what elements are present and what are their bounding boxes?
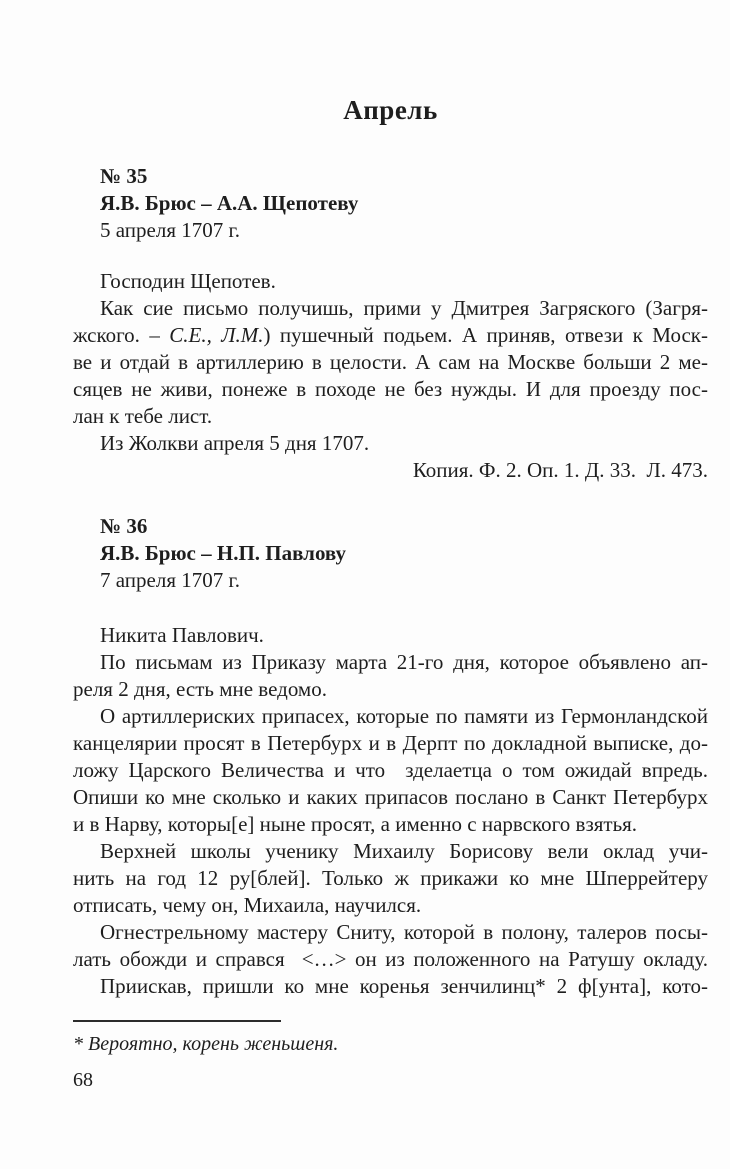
text-run: жского. – (73, 323, 170, 347)
text-line (73, 946, 708, 973)
text-run: ) пушечный подьем. А приняв, отвези к Моск- (263, 323, 708, 347)
letter (73, 513, 708, 1000)
text-run: нить на год 12 ру[блей]. Только ж прикажи ко мне Шперрейтеру (73, 866, 708, 890)
text-run: ве и отдай в артиллерию в целости. А сам на Москве больши 2 ме- (73, 350, 708, 374)
letter-number: № 35 (100, 164, 148, 188)
footnote-text: * Вероятно, корень женьшеня. (73, 1033, 339, 1055)
page-number: 68 (73, 1069, 93, 1091)
text-line (73, 919, 708, 946)
text-line (73, 649, 708, 676)
text-line (73, 322, 708, 349)
text-line (73, 622, 708, 649)
text-run: реля 2 дня, есть мне ведомо. (73, 677, 327, 701)
letter-body (73, 622, 708, 1000)
letter-heading: Я.В. Брюс – А.А. Щепотеву (100, 191, 359, 215)
letter-heading: Я.В. Брюс – Н.П. Павлову (100, 541, 347, 565)
section-title: Апрель (343, 95, 438, 125)
letter-header (73, 163, 708, 244)
text-run: лать обожди и справся <…> он из положенного на Ратушу окладу. (73, 947, 708, 971)
text-run: отписать, чему он, Михаила, научился. (73, 893, 422, 917)
archive-ref (73, 457, 708, 484)
text-run: Копия. Ф. 2. Оп. 1. Д. 33. Л. 473. (412, 458, 708, 482)
text-run: канцелярии просят в Петербурх и в Дерпт по докладной выписке, до- (73, 731, 708, 755)
text-line (73, 430, 708, 457)
text-line (73, 757, 708, 784)
text-run: Огнестрельному мастеру Сниту, которой в полону, талеров посы- (100, 920, 708, 944)
text-run: и в Нарву, которы[е] ныне просят, а именно с нарвского взятья. (73, 812, 638, 836)
text-run: По письмам из Приказу марта 21-го дня, которое объявлено ап- (100, 650, 708, 674)
letters-container (73, 163, 708, 1000)
letter-date: 7 апреля 1707 г. (100, 568, 240, 592)
text-run: Господин Щепотев. (100, 269, 276, 293)
text-run: Никита Павлович. (100, 623, 264, 647)
letter-body (73, 268, 708, 484)
text-line (73, 865, 708, 892)
text-line (73, 268, 708, 295)
text-run: ложу Царского Величества и что зделаетца о том ожидай впредь. (73, 758, 708, 782)
text-line (73, 349, 708, 376)
text-line (73, 892, 708, 919)
letter-number: № 36 (100, 514, 148, 538)
text-run: Из Жолкви апреля 5 дня 1707. (100, 431, 370, 455)
text-block (73, 0, 708, 1093)
letter-date: 5 апреля 1707 г. (100, 218, 240, 242)
letter-header (73, 513, 708, 594)
text-line (73, 703, 708, 730)
text-line (73, 403, 708, 430)
text-run: Как сие письмо получишь, прими у Дмитрея Загряского (Загря- (100, 296, 708, 320)
editor-initials: С.Е., Л.М. (169, 323, 264, 347)
text-run: О артиллериских припасех, которые по памяти из Гермонландской (100, 704, 708, 728)
text-run: Приискав, пришли ко мне коренья зенчилинц* 2 ф[унта], кото- (100, 974, 708, 998)
text-line (73, 376, 708, 403)
text-line (73, 838, 708, 865)
text-line (73, 811, 708, 838)
text-run: лан к тебе лист. (73, 404, 213, 428)
text-line (73, 730, 708, 757)
footnote-rule (73, 1020, 281, 1022)
text-run: Верхней школы ученику Михаилу Борисову вели оклад учи- (100, 839, 708, 863)
text-line (73, 295, 708, 322)
text-line (73, 784, 708, 811)
text-run: Опиши ко мне сколько и каких припасов послано в Санкт Петербурх (73, 785, 708, 809)
text-line (73, 676, 708, 703)
text-line (73, 973, 708, 1000)
letter (73, 163, 708, 484)
text-run: сяцев не живи, понеже в походе не без нужды. И для проезду пос- (73, 377, 708, 401)
